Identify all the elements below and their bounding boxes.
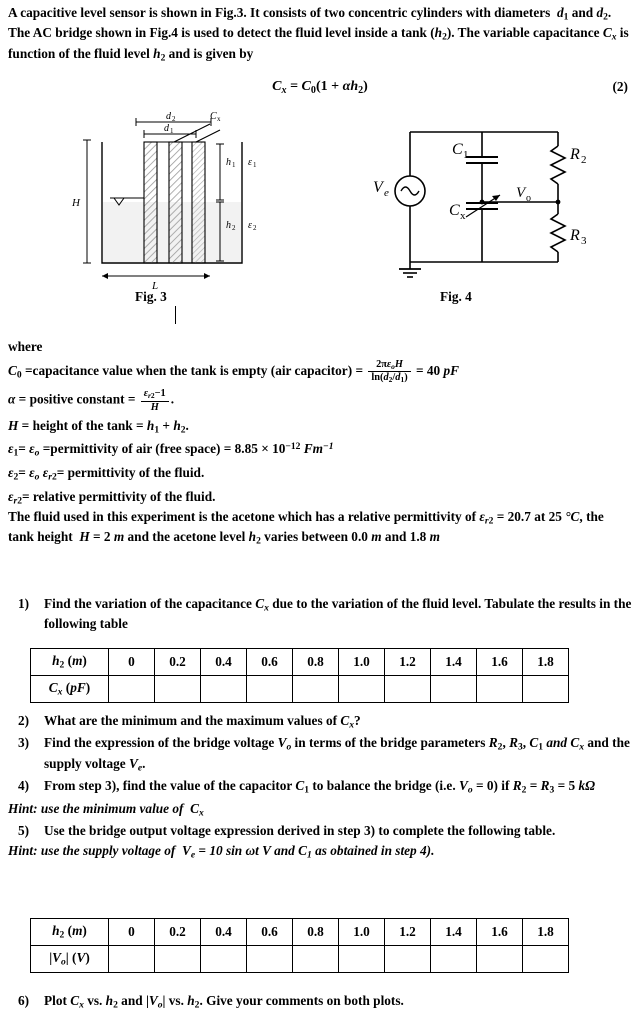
table1-cx-8[interactable] — [477, 676, 523, 703]
intro-paragraph: A capacitive level sensor is shown in Fig.3. It consists of two concentric cylinders with diameters $d_1$ and $d_2$. The AC bridge shown in Fig.4 is used to detect the fluid level inside a tank $(h_2)$. The variable capacitance $C_x$ is function of the fluid level $h_2$ and is given by — [8, 5, 629, 64]
svg-text:2: 2 — [581, 154, 587, 166]
table2-vo-9[interactable] — [523, 946, 569, 973]
question-4: 4) From step 3), find the value of the capacitor $C_1$ to balance the bridge (i.e. $V_o = 0$) if $R_2 = R_3 = 5$ kΩ — [18, 778, 596, 796]
question-4-number: 4) — [18, 778, 30, 794]
figure-3-caption: Fig. 3 — [135, 289, 167, 304]
figure-4-ac-bridge — [370, 114, 600, 289]
question-5-hint: Hint: use the supply voltage of $V_e = 10$ sin ωt V and $C_1$ as obtained in step 4). — [8, 842, 435, 861]
svg-text:C: C — [452, 141, 463, 158]
table2-row-label-vo: $|V_o|$ (V) — [31, 946, 109, 973]
question-5: 5) Use the bridge output voltage expression derived in step 3) to complete the following table. — [18, 823, 556, 839]
figure-3-pointer — [175, 306, 176, 324]
table2-h2-7: 1.4 — [431, 919, 477, 946]
table2-h2-6: 1.2 — [385, 919, 431, 946]
svg-text:x: x — [217, 115, 221, 123]
table1-h2-0: 0 — [109, 649, 155, 676]
where-line-eps2: $\varepsilon_2= \varepsilon_o$ $\varepsilon_{r2}=$ permittivity of the fluid. — [8, 464, 205, 483]
table1-h2-2: 0.4 — [201, 649, 247, 676]
question-6: 6) Plot $C_x$ vs. $h_2$ and $|V_o|$ vs. $h_2$. Give your comments on both plots. — [18, 993, 404, 1011]
svg-text:C: C — [210, 111, 217, 122]
table-row — [31, 649, 569, 676]
svg-text:ε: ε — [248, 220, 252, 231]
table1-h2-7: 1.4 — [431, 649, 477, 676]
table2-h2-8: 1.6 — [477, 919, 523, 946]
table2-vo-4[interactable] — [293, 946, 339, 973]
svg-text:V: V — [373, 179, 383, 196]
svg-text:2: 2 — [253, 224, 257, 232]
where-line-eps1: $\varepsilon_1= \varepsilon_o$ =permittivity of air (free space) = $8.85 \times 10^{-12}$ $Fm^{-1}$ — [8, 441, 334, 459]
svg-text:L: L — [152, 280, 159, 292]
where-line-h: H = height of the $\tan k = h_1 + h_2$. — [8, 417, 189, 436]
svg-text:h: h — [226, 220, 231, 231]
table1-h2-3: 0.6 — [247, 649, 293, 676]
table-row — [31, 676, 569, 703]
svg-text:ε: ε — [248, 157, 252, 168]
svg-text:o: o — [526, 193, 531, 204]
table1-h2-6: 1.2 — [385, 649, 431, 676]
question-3-number: 3) — [18, 735, 30, 751]
table1-h2-9: 1.8 — [523, 649, 569, 676]
table1-h2-5: 1.0 — [339, 649, 385, 676]
svg-text:2: 2 — [172, 115, 176, 123]
svg-text:d: d — [166, 111, 171, 122]
svg-text:d: d — [164, 123, 169, 134]
table2-vo-7[interactable] — [431, 946, 477, 973]
table2-vo-3[interactable] — [247, 946, 293, 973]
figures-area — [0, 110, 640, 315]
table1-cx-1[interactable] — [155, 676, 201, 703]
table-row — [31, 946, 569, 973]
svg-text:1: 1 — [463, 149, 469, 161]
table-vo-results — [30, 918, 569, 973]
question-4-hint: Hint: use the minimum value of $C_x$ — [8, 800, 204, 819]
question-6-number: 6) — [18, 993, 30, 1008]
table2-vo-1[interactable] — [155, 946, 201, 973]
table1-cx-3[interactable] — [247, 676, 293, 703]
table1-cx-2[interactable] — [201, 676, 247, 703]
table2-h2-2: 0.4 — [201, 919, 247, 946]
where-block — [8, 338, 632, 511]
table-cx-results — [30, 648, 569, 703]
table2-vo-5[interactable] — [339, 946, 385, 973]
question-list-part-2 — [8, 712, 632, 864]
where-heading: where — [8, 339, 43, 354]
question-list-part-1 — [8, 595, 632, 635]
table1-cx-4[interactable] — [293, 676, 339, 703]
table1-cx-6[interactable] — [385, 676, 431, 703]
svg-text:C: C — [449, 202, 460, 219]
where-line-alpha: α = positive constant = $\frac{\varepsilon_{r2}-1}{H}$ . — [8, 388, 175, 413]
table2-h2-1: 0.2 — [155, 919, 201, 946]
table2-h2-3: 0.6 — [247, 919, 293, 946]
svg-text:e: e — [384, 187, 389, 199]
svg-text:2: 2 — [232, 224, 236, 232]
table2-vo-2[interactable] — [201, 946, 247, 973]
table2-row-label-h2: $h_2$ (m) — [31, 919, 109, 946]
equation-formula: $C_x = C_0(1 + \alpha h_2)$ — [272, 79, 368, 96]
table2-h2-5: 1.0 — [339, 919, 385, 946]
question-1: 1) Find the variation of the capacitance $C_x$ due to the variation of the fluid level. Tabulate the results in the following table — [18, 596, 632, 632]
svg-text:1: 1 — [253, 161, 257, 169]
svg-text:H: H — [72, 197, 80, 209]
table1-cx-0[interactable] — [109, 676, 155, 703]
svg-text:R: R — [570, 227, 580, 244]
question-5-number: 5) — [18, 823, 30, 839]
question-6-wrapper — [8, 992, 632, 1014]
table1-h2-8: 1.6 — [477, 649, 523, 676]
table2-h2-4: 0.8 — [293, 919, 339, 946]
question-2-number: 2) — [18, 713, 30, 728]
question-3: 3) Find the expression of the bridge voltage $V_o$ in terms of the bridge parameters $R_2$, $R_3$, $C_1$ and $C_x$ and the supply voltage $V_e$. — [18, 735, 630, 774]
svg-text:1: 1 — [170, 127, 174, 135]
where-line-epsr2: $\varepsilon_{r2}=$ relative permittivity of the fluid. — [8, 488, 216, 507]
table2-vo-8[interactable] — [477, 946, 523, 973]
equation-number: (2) — [612, 79, 628, 94]
svg-text:1: 1 — [232, 161, 236, 169]
table1-cx-5[interactable] — [339, 676, 385, 703]
table2-vo-6[interactable] — [385, 946, 431, 973]
question-2: 2) What are the minimum and the maximum values of $C_x$? — [18, 713, 361, 731]
table1-h2-4: 0.8 — [293, 649, 339, 676]
svg-text:V: V — [516, 185, 526, 201]
figure-3-capacitive-level-sensor — [70, 110, 350, 295]
table1-row-label-h2: $h_2$ (m) — [31, 649, 109, 676]
table1-cx-9[interactable] — [523, 676, 569, 703]
question-1-number: 1) — [18, 596, 30, 611]
table1-h2-1: 0.2 — [155, 649, 201, 676]
svg-text:R: R — [570, 146, 580, 163]
svg-text:x: x — [460, 210, 466, 222]
table1-row-label-cx: $C_x$ (pF) — [31, 676, 109, 703]
where-line-c0: $C_0$ =capacitance value when the tank is empty (air capacitor) = $\frac{2\pi\varepsilon_oH}{\ln(d_2/d_1)}$ = 40 pF — [8, 358, 460, 385]
svg-text:3: 3 — [581, 235, 587, 247]
table1-cx-7[interactable] — [431, 676, 477, 703]
table-row — [31, 919, 569, 946]
experiment-paragraph: The fluid used in this experiment is the acetone which has a relative permittivity of $\varepsilon_{r2} = 20.7$ at 25 °C, the tank height H = 2 m and the acetone level $h_2$ varies between 0.0 m and 1.8 m — [8, 509, 604, 547]
svg-text:h: h — [226, 157, 231, 168]
table2-vo-0[interactable] — [109, 946, 155, 973]
figure-4-caption: Fig. 4 — [440, 289, 472, 304]
table2-h2-9: 1.8 — [523, 919, 569, 946]
table2-h2-0: 0 — [109, 919, 155, 946]
